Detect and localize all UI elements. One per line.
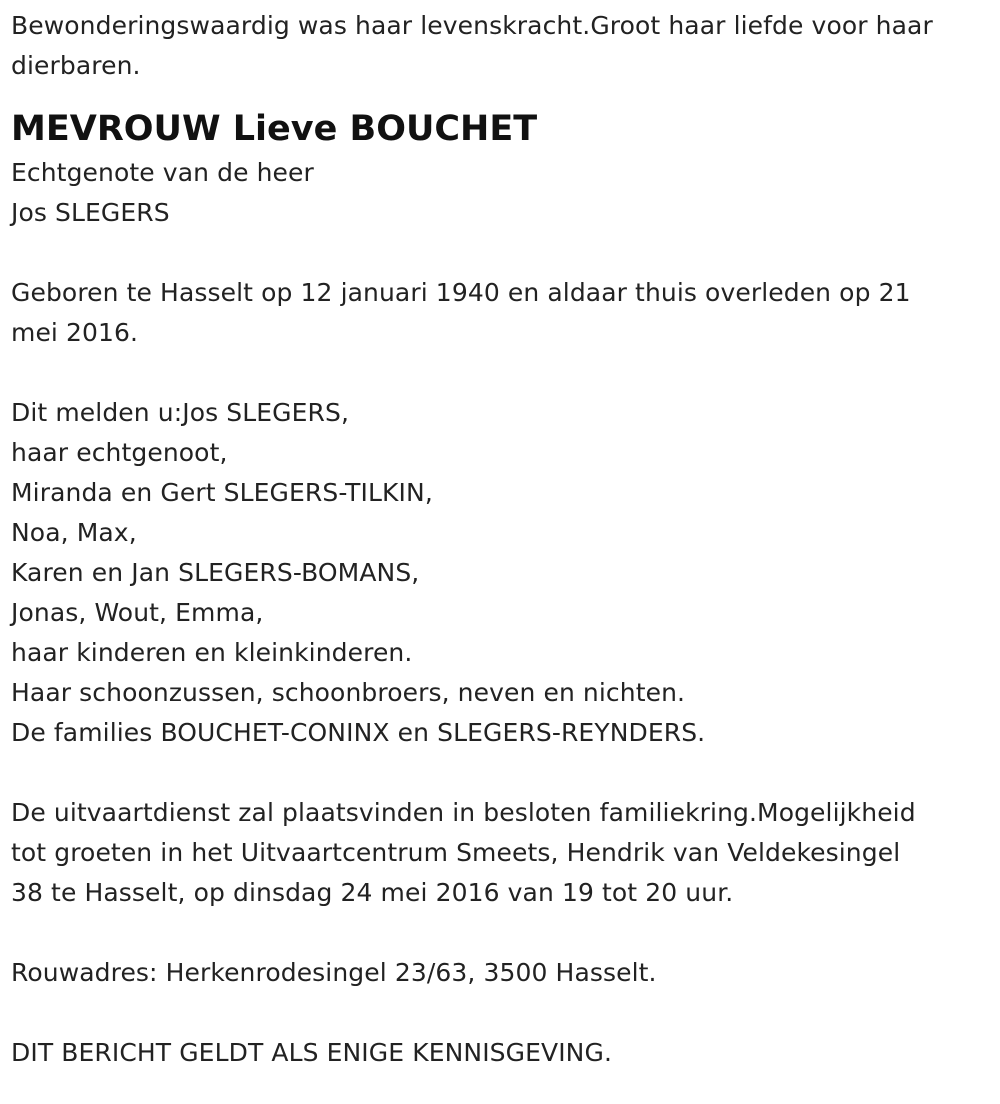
spouse-block (11, 153, 990, 233)
deceased-name-heading: MEVROUW Lieve BOUCHET (11, 109, 538, 149)
family-line: Karen en Jan SLEGERS-BOMANS, (11, 558, 420, 587)
funeral-line: De uitvaartdienst zal plaatsvinden in besloten familiekring.Mogelijkheid (11, 798, 916, 827)
funeral-line: tot groeten in het Uitvaartcentrum Smeets, Hendrik van Veldekesingel (11, 838, 901, 867)
birth-death-paragraph (11, 273, 990, 353)
family-line: Noa, Max, (11, 518, 137, 547)
paragraph-gap (11, 233, 990, 273)
family-line: De families BOUCHET-CONINX en SLEGERS-REYNDERS. (11, 718, 706, 747)
funeral-paragraph (11, 793, 990, 913)
family-list (11, 393, 990, 753)
family-line: Dit melden u:Jos SLEGERS, (11, 398, 350, 427)
mourning-address: Rouwadres: Herkenrodesingel 23/63, 3500 Hasselt. (11, 958, 657, 987)
intro-line: dierbaren. (11, 51, 141, 80)
family-line: haar kinderen en kleinkinderen. (11, 638, 413, 667)
spouse-line: Jos SLEGERS (11, 198, 170, 227)
paragraph-gap (11, 913, 990, 953)
family-line: Jonas, Wout, Emma, (11, 598, 264, 627)
family-line: haar echtgenoot, (11, 438, 228, 467)
funeral-line: 38 te Hasselt, op dinsdag 24 mei 2016 van 19 tot 20 uur. (11, 878, 734, 907)
family-line: Haar schoonzussen, schoonbroers, neven en nichten. (11, 678, 686, 707)
birth-death-line: mei 2016. (11, 318, 139, 347)
paragraph-gap (11, 353, 990, 393)
spouse-line: Echtgenote van de heer (11, 158, 314, 187)
birth-death-line: Geboren te Hasselt op 12 januari 1940 en aldaar thuis overleden op 21 (11, 278, 911, 307)
family-line: Miranda en Gert SLEGERS-TILKIN, (11, 478, 433, 507)
intro-line: Bewonderingswaardig was haar levenskracht.Groot haar liefde voor haar (11, 11, 933, 40)
paragraph-gap (11, 753, 990, 793)
notice-statement: DIT BERICHT GELDT ALS ENIGE KENNISGEVING. (11, 1038, 612, 1067)
intro-paragraph (11, 6, 990, 86)
paragraph-gap (11, 993, 990, 1033)
